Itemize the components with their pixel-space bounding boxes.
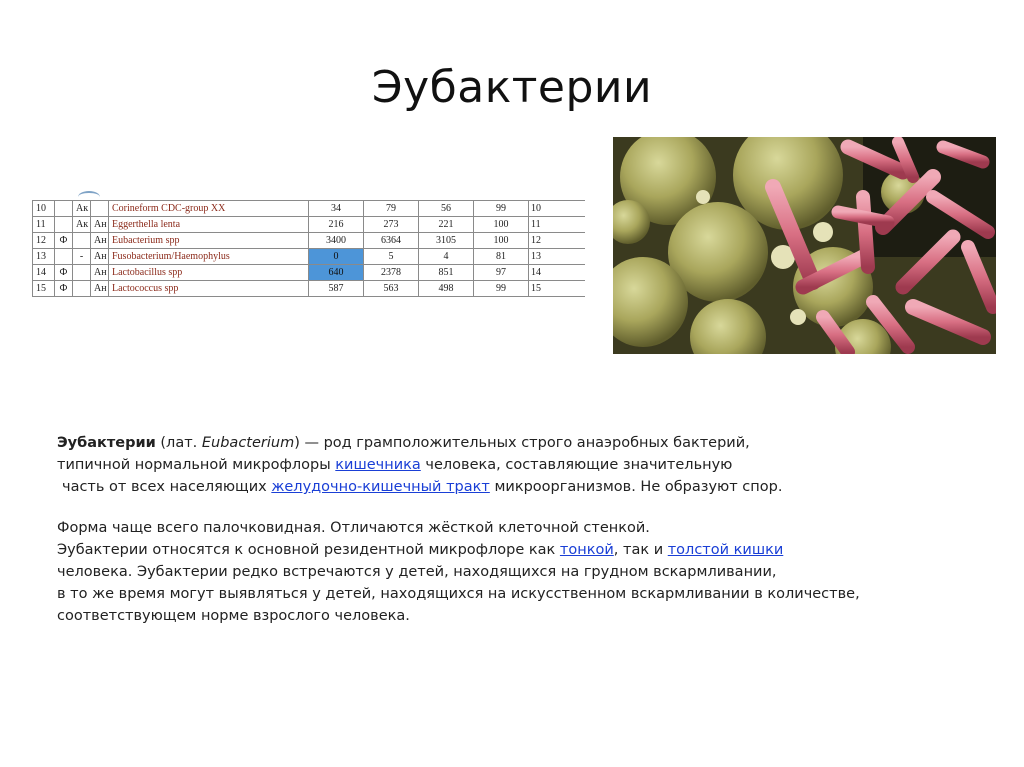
table-cell-c2: Ф	[55, 265, 73, 281]
text-span: часть от всех населяющих	[62, 479, 272, 495]
text-line: человека. Эубактерии редко встречаются у детей, находящихся на грудном вскармливании,	[57, 564, 777, 580]
latin-name: Eubacterium	[201, 435, 295, 451]
table-cell-name: Corineform CDC-group XX	[109, 201, 309, 217]
table-row	[33, 217, 585, 233]
table-row	[33, 233, 585, 249]
table-cell-c3: Ак	[73, 217, 91, 233]
table-row	[33, 201, 585, 217]
link-large-intestine[interactable]: толстой кишки	[667, 542, 784, 558]
table-cell-name: Lactococcus spp	[109, 281, 309, 297]
text-span: Эубактерии относятся к основной резидентной микрофлоре как	[57, 542, 560, 558]
text-line: в то же время могут выявляться у детей, находящихся на искусственном вскармливании в количестве,	[57, 586, 860, 602]
table-cell-v3: 221	[419, 217, 474, 233]
table-cell-v3: 851	[419, 265, 474, 281]
table-cell-c4: Ан	[91, 281, 109, 297]
bacteria-table	[32, 200, 585, 297]
table-cell-v2: 5	[364, 249, 419, 265]
table-cell-c2: Ф	[55, 281, 73, 297]
table-cell-rnum: 14	[529, 265, 585, 281]
text-span: человека, составляющие значительную	[420, 457, 733, 473]
text-span: ) — род грамположительных строго анаэробных бактерий,	[294, 435, 750, 451]
table-cell-v2: 563	[364, 281, 419, 297]
table-cell-num: 12	[33, 233, 55, 249]
table-cell-v3: 498	[419, 281, 474, 297]
text-line: Форма чаще всего палочковидная. Отличаются жёсткой клеточной стенкой.	[57, 520, 650, 536]
table-cell-name: Eggerthella lenta	[109, 217, 309, 233]
table-cell-name: Fusobacterium/Haemophylus	[109, 249, 309, 265]
slide-title: Эубактерии	[371, 62, 653, 113]
table-cell-c3: Ак	[73, 201, 91, 217]
table-cell-rnum: 10	[529, 201, 585, 217]
table-cell-v1: 0	[309, 249, 364, 265]
table-cell-c2	[55, 201, 73, 217]
description-text	[57, 432, 957, 646]
link-gi-tract[interactable]: желудочно-кишечный тракт	[271, 479, 490, 495]
table-cell-num: 15	[33, 281, 55, 297]
table-cell-num: 11	[33, 217, 55, 233]
table-cell-v1: 216	[309, 217, 364, 233]
table-cell-v2: 6364	[364, 233, 419, 249]
table-cell-rnum: 11	[529, 217, 585, 233]
text-line: соответствующем норме взрослого человека.	[57, 608, 410, 624]
table-cell-num: 13	[33, 249, 55, 265]
table-cell-num: 14	[33, 265, 55, 281]
table-cell-v2: 79	[364, 201, 419, 217]
table-row	[33, 265, 585, 281]
table-cell-rnum: 13	[529, 249, 585, 265]
table-cell-c3: -	[73, 249, 91, 265]
table-cell-rnum: 15	[529, 281, 585, 297]
link-intestine[interactable]: кишечника	[335, 457, 421, 473]
table-row	[33, 249, 585, 265]
table-corner-mark	[78, 191, 100, 203]
table-cell-c4: Ан	[91, 233, 109, 249]
table-cell-v1: 3400	[309, 233, 364, 249]
table-cell-rnum: 12	[529, 233, 585, 249]
table-cell-c3	[73, 233, 91, 249]
table-cell-v1: 34	[309, 201, 364, 217]
table-cell-v2: 2378	[364, 265, 419, 281]
table-cell-v1: 640	[309, 265, 364, 281]
paragraph-definition	[57, 432, 957, 498]
table-cell-v4: 99	[474, 281, 529, 297]
table-cell-v4: 81	[474, 249, 529, 265]
table-cell-v3: 56	[419, 201, 474, 217]
table-cell-c4: Ан	[91, 217, 109, 233]
table-cell-v3: 3105	[419, 233, 474, 249]
text-span: , так и	[613, 542, 668, 558]
table-cell-v4: 97	[474, 265, 529, 281]
text-span: (лат.	[155, 435, 202, 451]
table-cell-v4: 99	[474, 201, 529, 217]
table-cell-v4: 100	[474, 233, 529, 249]
table-cell-name: Eubacterium spp	[109, 233, 309, 249]
table-cell-v3: 4	[419, 249, 474, 265]
table-row	[33, 281, 585, 297]
table-cell-c2	[55, 249, 73, 265]
table-cell-num: 10	[33, 201, 55, 217]
table-cell-c2: Ф	[55, 233, 73, 249]
table-cell-c2	[55, 217, 73, 233]
paragraph-morphology	[57, 517, 957, 627]
table-cell-c3	[73, 265, 91, 281]
microscope-photo	[613, 137, 996, 354]
table-cell-v4: 100	[474, 217, 529, 233]
table-cell-v2: 273	[364, 217, 419, 233]
term-eubacteria: Эубактерии	[57, 435, 156, 451]
table-cell-c4: Ан	[91, 265, 109, 281]
bacteria-table-image	[32, 200, 584, 310]
text-span: микроорганизмов. Не образуют спор.	[489, 479, 783, 495]
table-cell-v1: 587	[309, 281, 364, 297]
text-span: типичной нормальной микрофлоры	[57, 457, 336, 473]
table-cell-c4: Ан	[91, 249, 109, 265]
table-cell-c3	[73, 281, 91, 297]
table-cell-name: Lactobacillus spp	[109, 265, 309, 281]
link-small-intestine[interactable]: тонкой	[559, 542, 614, 558]
